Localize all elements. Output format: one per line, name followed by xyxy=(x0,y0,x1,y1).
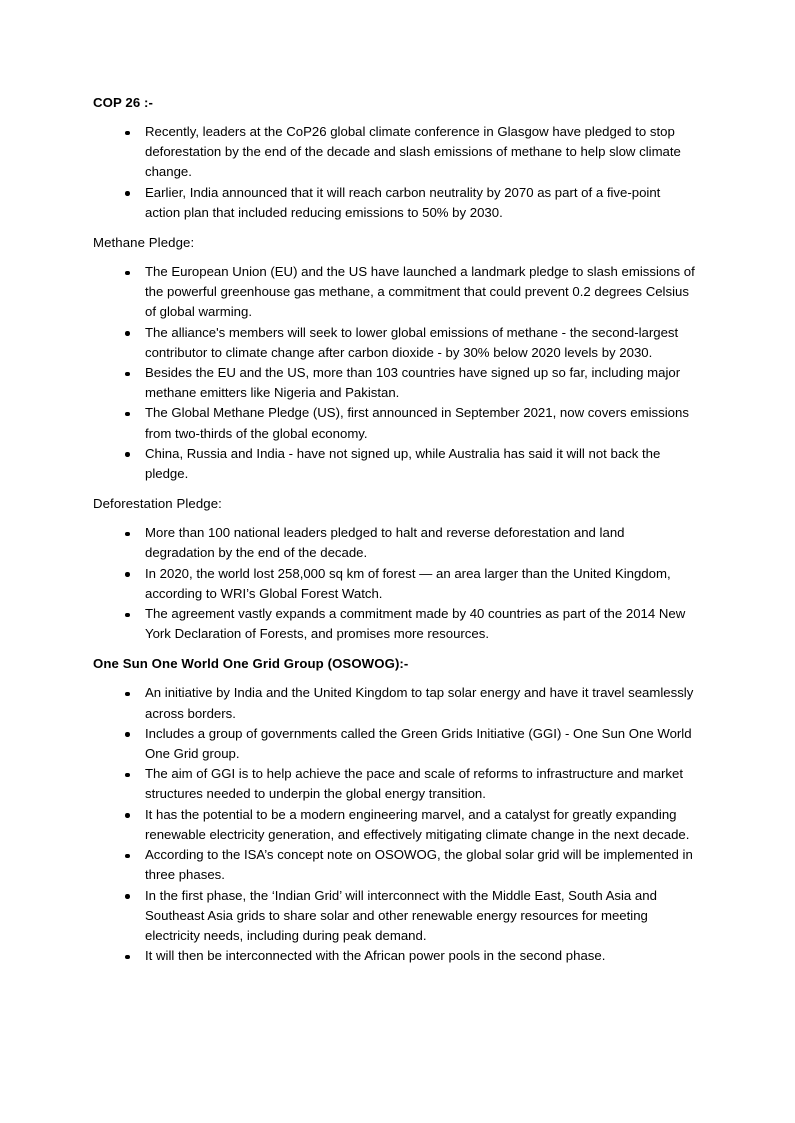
list-item: The aim of GGI is to help achieve the pace and scale of reforms to infrastructure and market structures needed to underpin the global energy transition. xyxy=(93,764,695,804)
list-item: In the first phase, the ‘Indian Grid’ will interconnect with the Middle East, South Asia and Southeast Asia grids to share solar and other renewable energy resources for meeting electricity needs, including during peak demand. xyxy=(93,886,695,947)
list-item: China, Russia and India - have not signed up, while Australia has said it will not back the pledge. xyxy=(93,444,695,484)
bullet-list-osowog xyxy=(93,683,695,966)
list-item: The agreement vastly expands a commitment made by 40 countries as part of the 2014 New York Declaration of Forests, and promises more resources. xyxy=(93,604,695,644)
section-spacer xyxy=(93,484,695,494)
list-item: More than 100 national leaders pledged to halt and reverse deforestation and land degradation by the end of the decade. xyxy=(93,523,695,563)
list-item: According to the ISA’s concept note on OSOWOG, the global solar grid will be implemented in three phases. xyxy=(93,845,695,885)
list-item: In 2020, the world lost 258,000 sq km of forest — an area larger than the United Kingdom, according to WRI’s Global Forest Watch. xyxy=(93,564,695,604)
section-spacer xyxy=(93,223,695,233)
heading-list-spacer xyxy=(93,253,695,262)
list-item: It will then be interconnected with the African power pools in the second phase. xyxy=(93,946,695,966)
heading-list-spacer xyxy=(93,514,695,523)
list-item: The Global Methane Pledge (US), first announced in September 2021, now covers emissions from two-thirds of the global economy. xyxy=(93,403,695,443)
bullet-list-cop26 xyxy=(93,122,695,223)
bullet-list-deforestation-pledge xyxy=(93,523,695,644)
section-heading-osowog: One Sun One World One Grid Group (OSOWOG):- xyxy=(93,656,409,672)
list-item: The European Union (EU) and the US have launched a landmark pledge to slash emissions of the powerful greenhouse gas methane, a commitment that could prevent 0.2 degrees Celsius of global warming. xyxy=(93,262,695,323)
heading-list-spacer xyxy=(93,113,695,122)
list-item: The alliance's members will seek to lower global emissions of methane - the second-largest contributor to climate change after carbon dioxide - by 30% below 2020 levels by 2030. xyxy=(93,323,695,363)
section-heading-methane-pledge: Methane Pledge: xyxy=(93,235,195,251)
section-spacer xyxy=(93,644,695,654)
bullet-list-methane-pledge xyxy=(93,262,695,484)
heading-list-spacer xyxy=(93,674,695,683)
list-item: It has the potential to be a modern engineering marvel, and a catalyst for greatly expanding renewable electricity generation, and effectively mitigating climate change in the next decade. xyxy=(93,805,695,845)
list-item: Recently, leaders at the CoP26 global climate conference in Glasgow have pledged to stop deforestation by the end of the decade and slash emissions of methane to help slow climate change. xyxy=(93,122,695,183)
section-heading-cop26: COP 26 :- xyxy=(93,95,154,110)
list-item: Earlier, India announced that it will reach carbon neutrality by 2070 as part of a five-point action plan that included reducing emissions to 50% by 2030. xyxy=(93,183,695,223)
list-item: Besides the EU and the US, more than 103 countries have signed up so far, including major methane emitters like Nigeria and Pakistan. xyxy=(93,363,695,403)
document-body xyxy=(93,93,695,966)
list-item: An initiative by India and the United Kingdom to tap solar energy and have it travel seamlessly across borders. xyxy=(93,683,695,723)
section-heading-deforestation-pledge: Deforestation Pledge: xyxy=(93,496,222,512)
list-item: Includes a group of governments called the Green Grids Initiative (GGI) - One Sun One World One Grid group. xyxy=(93,724,695,764)
